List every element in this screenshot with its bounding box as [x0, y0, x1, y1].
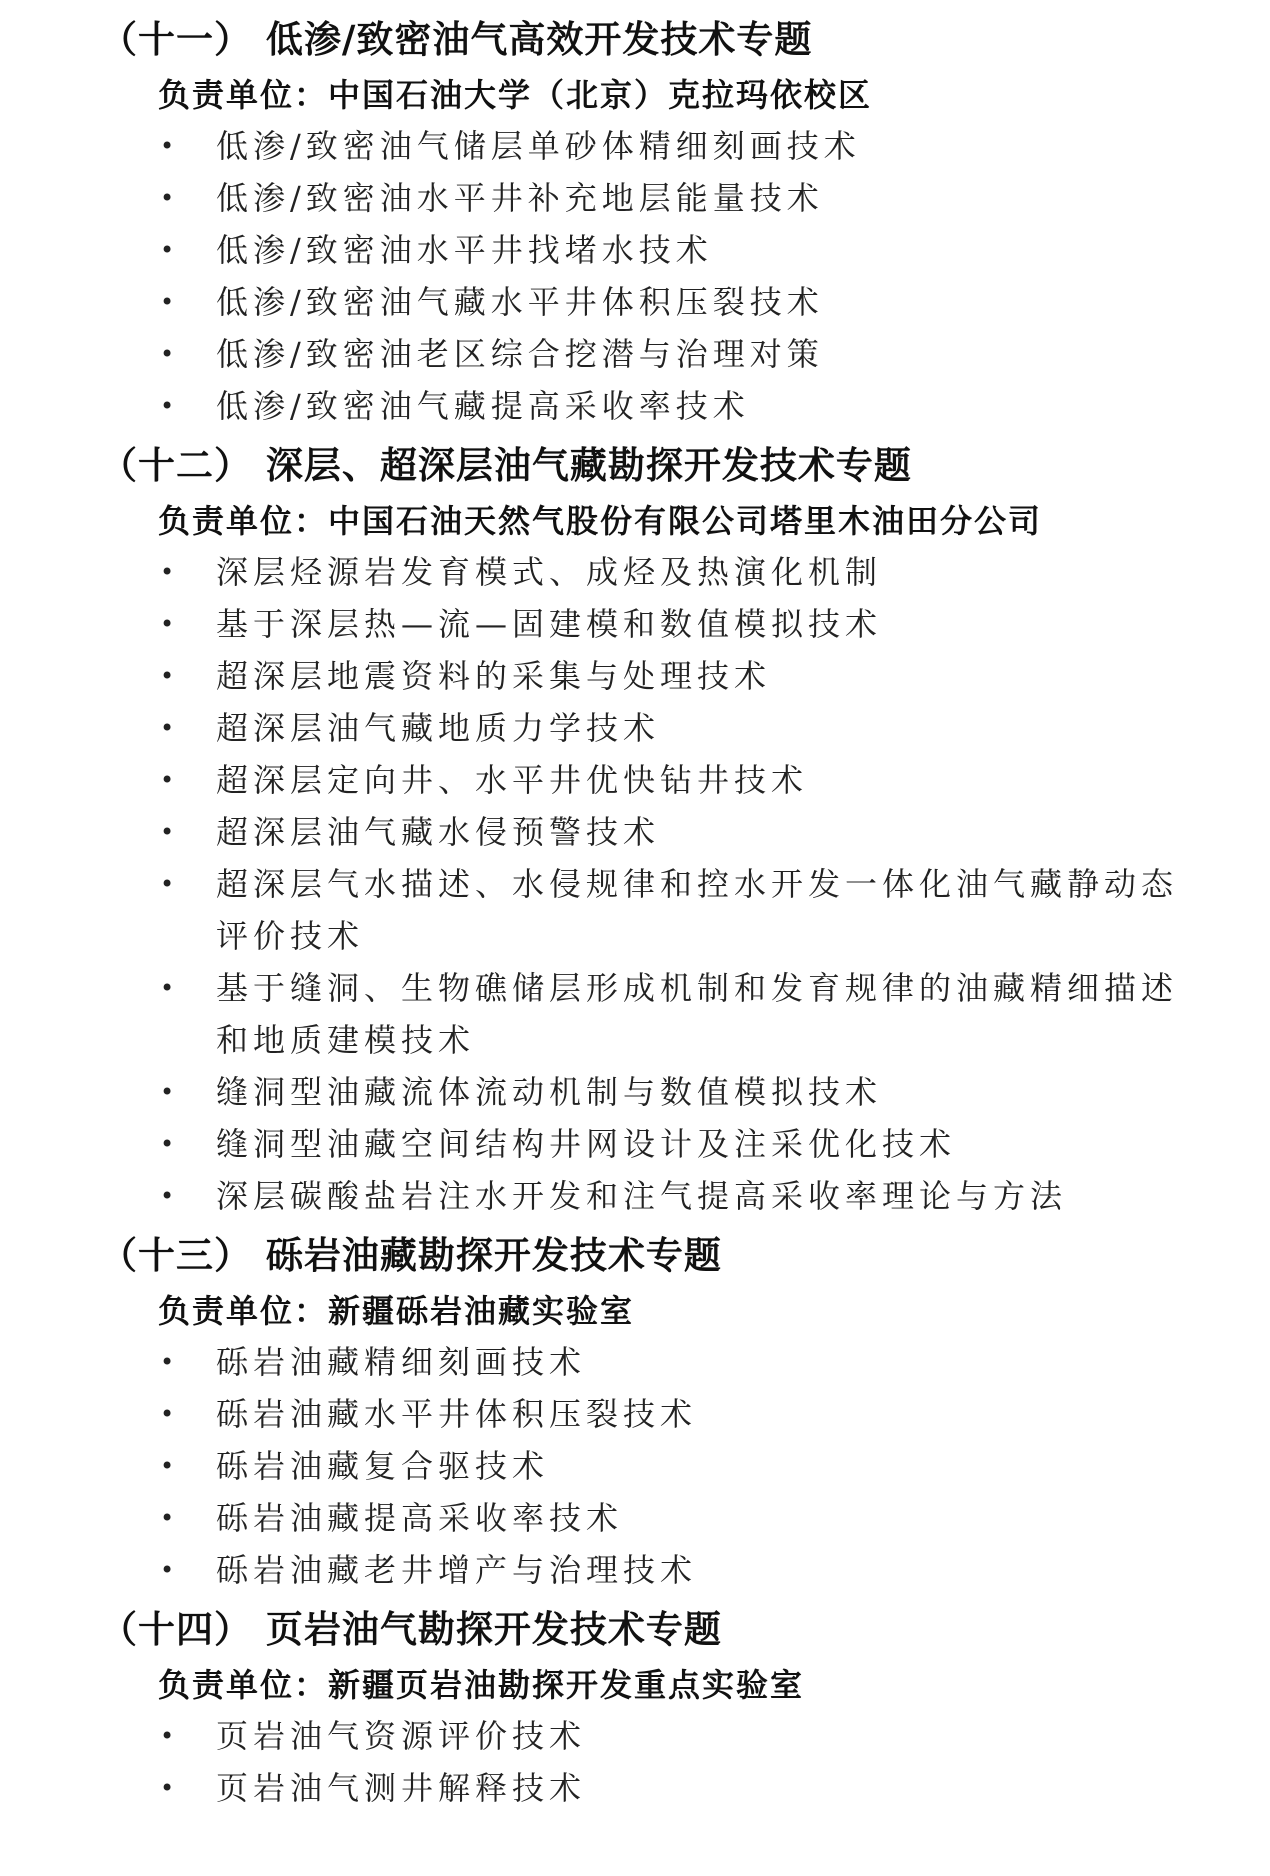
- bullet-icon: •: [160, 132, 180, 160]
- section-title: （十二） 深层、超深层油气藏勘探开发技术专题: [100, 443, 912, 487]
- list-item: [0, 702, 1270, 754]
- list-item: [0, 1118, 1270, 1170]
- topic-text: 超深层油气藏地质力学技术: [216, 709, 661, 747]
- bullet-icon: •: [160, 766, 180, 794]
- bullet-icon: •: [160, 818, 180, 846]
- list-item: [0, 962, 1270, 1066]
- topic-list: [0, 1336, 1270, 1596]
- section-14: [0, 1598, 1270, 1814]
- section-title: （十一） 低渗/致密油气高效开发技术专题: [100, 17, 813, 61]
- section-title: （十三） 砾岩油藏勘探开发技术专题: [100, 1233, 722, 1277]
- bullet-icon: •: [160, 392, 180, 420]
- topic-text: 低渗/致密油水平井找堵水技术: [216, 231, 713, 269]
- bullet-icon: •: [160, 1348, 180, 1376]
- topic-text: 超深层油气藏水侵预警技术: [216, 813, 661, 851]
- topic-text: 低渗/致密油气藏提高采收率技术: [216, 387, 750, 425]
- topic-text: 超深层地震资料的采集与处理技术: [216, 657, 772, 695]
- list-item: [0, 858, 1270, 962]
- list-item: [0, 1388, 1270, 1440]
- bullet-icon: •: [160, 870, 180, 898]
- list-item: [0, 1492, 1270, 1544]
- responsible-unit: 负责单位：新疆页岩油勘探开发重点实验室: [158, 1666, 805, 1704]
- topic-list: [0, 120, 1270, 432]
- bullet-icon: •: [160, 184, 180, 212]
- bullet-icon: •: [160, 1556, 180, 1584]
- list-item: [0, 224, 1270, 276]
- topic-text: 砾岩油藏水平井体积压裂技术: [216, 1395, 698, 1433]
- topic-list: [0, 546, 1270, 1222]
- topic-text: 砾岩油藏提高采收率技术: [216, 1499, 624, 1537]
- bullet-icon: •: [160, 610, 180, 638]
- topic-text: 超深层气水描述、水侵规律和控水开发一体化油气藏静动态评价技术: [216, 865, 1179, 955]
- bullet-icon: •: [160, 1400, 180, 1428]
- bullet-icon: •: [160, 1722, 180, 1750]
- list-item: [0, 754, 1270, 806]
- topic-text: 页岩油气测井解释技术: [216, 1769, 587, 1807]
- bullet-icon: •: [160, 288, 180, 316]
- list-item: [0, 380, 1270, 432]
- topic-text: 超深层定向井、水平井优快钻井技术: [216, 761, 809, 799]
- list-item: [0, 1066, 1270, 1118]
- topic-text: 深层烃源岩发育模式、成烃及热演化机制: [216, 553, 883, 591]
- topic-text: 砾岩油藏老井增产与治理技术: [216, 1551, 698, 1589]
- bullet-icon: •: [160, 1078, 180, 1106]
- list-item: [0, 806, 1270, 858]
- list-item: [0, 1710, 1270, 1762]
- list-item: [0, 172, 1270, 224]
- section-12: [0, 434, 1270, 1222]
- list-item: [0, 1170, 1270, 1222]
- topic-text: 页岩油气资源评价技术: [216, 1717, 587, 1755]
- bullet-icon: •: [160, 974, 180, 1002]
- bullet-icon: •: [160, 558, 180, 586]
- responsible-unit: 负责单位：中国石油天然气股份有限公司塔里木油田分公司: [158, 502, 1043, 540]
- topic-text: 基于缝洞、生物礁储层形成机制和发育规律的油藏精细描述和地质建模技术: [216, 969, 1179, 1059]
- topic-text: 低渗/致密油气储层单砂体精细刻画技术: [216, 127, 861, 165]
- topic-text: 砾岩油藏精细刻画技术: [216, 1343, 587, 1381]
- list-item: [0, 1762, 1270, 1814]
- list-item: [0, 328, 1270, 380]
- topic-text: 低渗/致密油气藏水平井体积压裂技术: [216, 283, 824, 321]
- topic-text: 砾岩油藏复合驱技术: [216, 1447, 550, 1485]
- section-13: [0, 1224, 1270, 1596]
- section-11: [0, 8, 1270, 432]
- bullet-icon: •: [160, 1182, 180, 1210]
- bullet-icon: •: [160, 1130, 180, 1158]
- bullet-icon: •: [160, 236, 180, 264]
- bullet-icon: •: [160, 1504, 180, 1532]
- list-item: [0, 546, 1270, 598]
- bullet-icon: •: [160, 340, 180, 368]
- list-item: [0, 276, 1270, 328]
- topic-text: 缝洞型油藏空间结构井网设计及注采优化技术: [216, 1125, 957, 1163]
- bullet-icon: •: [160, 1452, 180, 1480]
- topic-text: 缝洞型油藏流体流动机制与数值模拟技术: [216, 1073, 883, 1111]
- list-item: [0, 1440, 1270, 1492]
- responsible-unit: 负责单位：中国石油大学（北京）克拉玛依校区: [158, 76, 873, 114]
- bullet-icon: •: [160, 714, 180, 742]
- list-item: [0, 120, 1270, 172]
- topic-text: 低渗/致密油老区综合挖潜与治理对策: [216, 335, 824, 373]
- bullet-icon: •: [160, 662, 180, 690]
- list-item: [0, 1336, 1270, 1388]
- topic-text: 低渗/致密油水平井补充地层能量技术: [216, 179, 824, 217]
- topic-list: [0, 1710, 1270, 1814]
- bullet-icon: •: [160, 1774, 180, 1802]
- list-item: [0, 598, 1270, 650]
- topic-text: 深层碳酸盐岩注水开发和注气提高采收率理论与方法: [216, 1177, 1068, 1215]
- list-item: [0, 1544, 1270, 1596]
- topic-text: 基于深层热—流—固建模和数值模拟技术: [216, 605, 883, 643]
- section-title: （十四） 页岩油气勘探开发技术专题: [100, 1607, 722, 1651]
- list-item: [0, 650, 1270, 702]
- responsible-unit: 负责单位：新疆砾岩油藏实验室: [158, 1292, 635, 1330]
